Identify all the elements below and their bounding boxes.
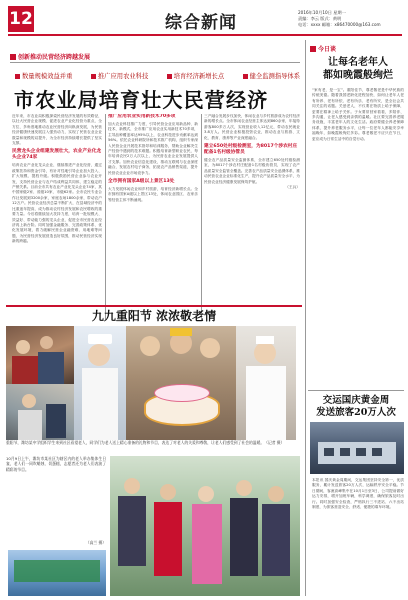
photo-sign [8,550,106,596]
section-label-text: 创新推动民营经济跨越发展 [18,54,91,61]
column-3-subhead: 建立650处村级检测室，为8017个涉农村庄配备1名村级协管员 [204,144,298,156]
story-divider [6,305,302,307]
article-column-3 [204,114,300,320]
photo-nurse [74,326,126,440]
subtitle-1: 数量规模效益并重 [15,71,72,80]
sidebar-label [310,44,336,53]
photo-doctor [236,326,296,440]
traffic-headline [308,395,404,419]
photo-collage [6,326,296,440]
square-bullet-icon [10,54,16,60]
column-1-intro: 近年来，市农业局积极探索民营经济发展的有效路径，以壮大民营企业规模、促进农业产业化经营为重点，全方位、多角度地推动农业民营经济向纵深发展，为民营经济健康快速发展注入强劲动力，实现了民营农业企业数量和规模的双提升，为全市经济持续增长提供了坚实支撑。 [12,114,102,146]
header-meta [298,10,406,28]
sidebar-label-text: 今日谈 [318,46,337,53]
column-3-body-1: 三产融合发展步伐加快，休闲农业与乡村旅游成为农村经济新的增长点。全市休闲农业经营主体达到860余家，年接待游客800多万人次，实现营业收入12亿元，带动农民就业3.8万人。民营企业积极投资农业，推动农业与旅游、文化、教育、康养等产业深度融合。 [204,114,300,140]
photo-elderly-group [6,326,74,384]
section-label [10,52,90,61]
photo-story-title: 九九重阳节 浓浓敬老情 [91,309,217,323]
photo-bus-station [310,422,404,474]
column-2-subhead-1: 推广应用农业实用新技术70多项 [108,114,176,119]
column-1-body: 培育农业产业化龙头企业，继续推进产业化经营，通过政策扶持和资金引导，有针对性地引导企业加大投入、扩大规模、提档升级。积极鼓励民营企业参与农业开发，支持民营企业与农户结成利益共同体，建立稳定的产销关系。目前全市共有农业产业化龙头企业74家，其中国家级2家、省级10家、市级62家。全市农民专业合作社发展到3200余家，家庭农场1800余家，带动农户12万户。民营农业经济总量不断扩大，在县域经济中的比重逐年提高，成为推动农村经济发展和农民增收的重要力量。今后将继续加大扶持力度，培育一批规模大、效益好、带动能力强的龙头企业，促进全市民营农业经济再上新台阶。同时加强金融服务、完善政策体系、优化发展环境，着力破解民营企业融资难、用地难等问题，为民营经济发展营造良好氛围，推动民营经济实现新的跨越。 [12,163,102,244]
square-bullet-icon [310,46,316,52]
sidebar-headline-line-2: 都如晚霞般绚烂 [323,70,393,81]
main-headline: 市农业局培育壮大民营经济 [14,88,269,112]
page-number: 12 [8,6,34,32]
subtitle-2: 推广应用农业科技 [91,71,148,80]
column-3-body-2: 健全农产品质量安全监测体系，全市建立650处村级检测室，为8017个涉农村庄配备1名村级协管员，实现了农产品质量安全监管全覆盖。完善农产品质量安全追溯体系，推动民营农业企业标准化生产，提升农产品质量安全水平，为民营农业经济健康发展保驾护航。 [204,158,300,184]
bottom-photo-credit: （高兰 摄） [85,540,106,545]
article-column-1 [12,114,102,320]
section-divider [10,62,300,63]
subtitle-3: 培育经济新增长点 [167,71,224,80]
meta-editor: 责编：李云 版式：黄明 [298,16,342,21]
photo-celebration [110,456,300,596]
column-3-author: （王兵） [285,185,300,190]
sidebar-divider [308,390,404,391]
photo-birthday-cake [126,326,236,440]
column-1-subhead: 民营龙头企业组建发展壮大，农业产业化龙头企业74家 [12,149,102,161]
bottom-caption: 10月9日上午，潍坊市某社区为辖区内的老人举办集体生日宴，老人们一同吹蜡烛、切蛋糕，志愿者还为老人们表演了精彩的节目。 [6,456,106,472]
sidebar-body: “家有老，是一宝”。重阳佳节，尊老敬老是中华民族的传统美德。随着我国老龄化进程加快，如何让老年人老有所养、老有所依、老有所乐、老有所安，是全社会共同关注的话题。关爱老人，不仅要在物质上给予保障，更要在精神上给予关怀。子女要常回家看看，多陪伴、多沟通，让老人感受到亲情的温暖。社区要完善养老服务设施，丰富老年人的文化生活。政府要健全养老保障体系，提升养老服务水平，让每一位老年人都能安享幸福晚年，如晚霞般绚烂多彩。尊老敬老不应只在节日，更应成为日常生活中的自觉行动。 [312,88,404,141]
meta-date: 2016年10月10日 星期一 [298,10,346,15]
traffic-body: 本报讯 国庆黄金周期间，交运集团坚持安全第一，优质服务，累计发送旅客20万人次，运输秩序安全平稳。节日期间，客流高峰集中在10月1日至3日，公司提前做好运力安排，增开加班车辆，科学调度，确保旅客及时出行。同时加强安全检查，严格执行三不进站、六不出站制度，为旅客营造安全、舒适、便捷的乘车环境。 [312,478,404,510]
column-rule [201,114,202,320]
sidebar-headline-line-1: 让每名老年人 [328,57,388,68]
photo-visit [6,384,74,440]
header-rule [8,34,402,36]
column-2-subhead-2: 全市拥有国家A级以上景区13处 [108,179,175,185]
section-title: 综合新闻 [165,13,237,33]
meta-contact: 电话：xxxx 邮箱：x86470000@163.com [298,22,381,27]
subtitle-4: 健全监测指导体系 [243,71,300,80]
sidebar-headline [312,56,404,82]
column-2-body-1: 加大农业科技推广力度，引导民营企业应用新品种、新技术、新模式，全市推广应用农业实用新技术70多项，主导品种覆盖率达95%以上，农业科技进步贡献率达到56%。依托农业科研院所和技术推广机构，组织专家深入民营企业开展技术指导和培训服务，帮助企业解决生产经营中遇到的技术难题。积极培育新型职业农民，每年培训农民2万人次以上，为民营农业企业发展提供人才支撑。加快农业信息化建设，推动互联网与农业深度融合，发展农村电子商务，拓宽农产品销售渠道，提升民营农业企业市场竞争力。 [108,122,198,175]
article-column-2 [108,114,198,320]
sidebar-rule [305,40,306,596]
photo-caption: 重阳节，潍坊某中学组织学生来到社区看望老人，同学们为老人送上精心准备的礼物和节目，表达了对老人的关爱和尊敬，让老人们感受到了社会的温暖。（记者 摄） [6,440,285,445]
column-2-body-2: 大力发展休闲农业和乡村旅游，培育经济新增长点。全市拥有国家A级以上景区13处，休闲农业园区、农家乐等经营主体不断涌现。 [108,187,198,202]
column-rule [105,114,106,320]
subtitle-row [15,71,300,80]
traffic-headline-line-2: 发送旅客20万人次 [316,407,396,418]
traffic-headline-line-1: 交运国庆黄金周 [322,395,390,406]
